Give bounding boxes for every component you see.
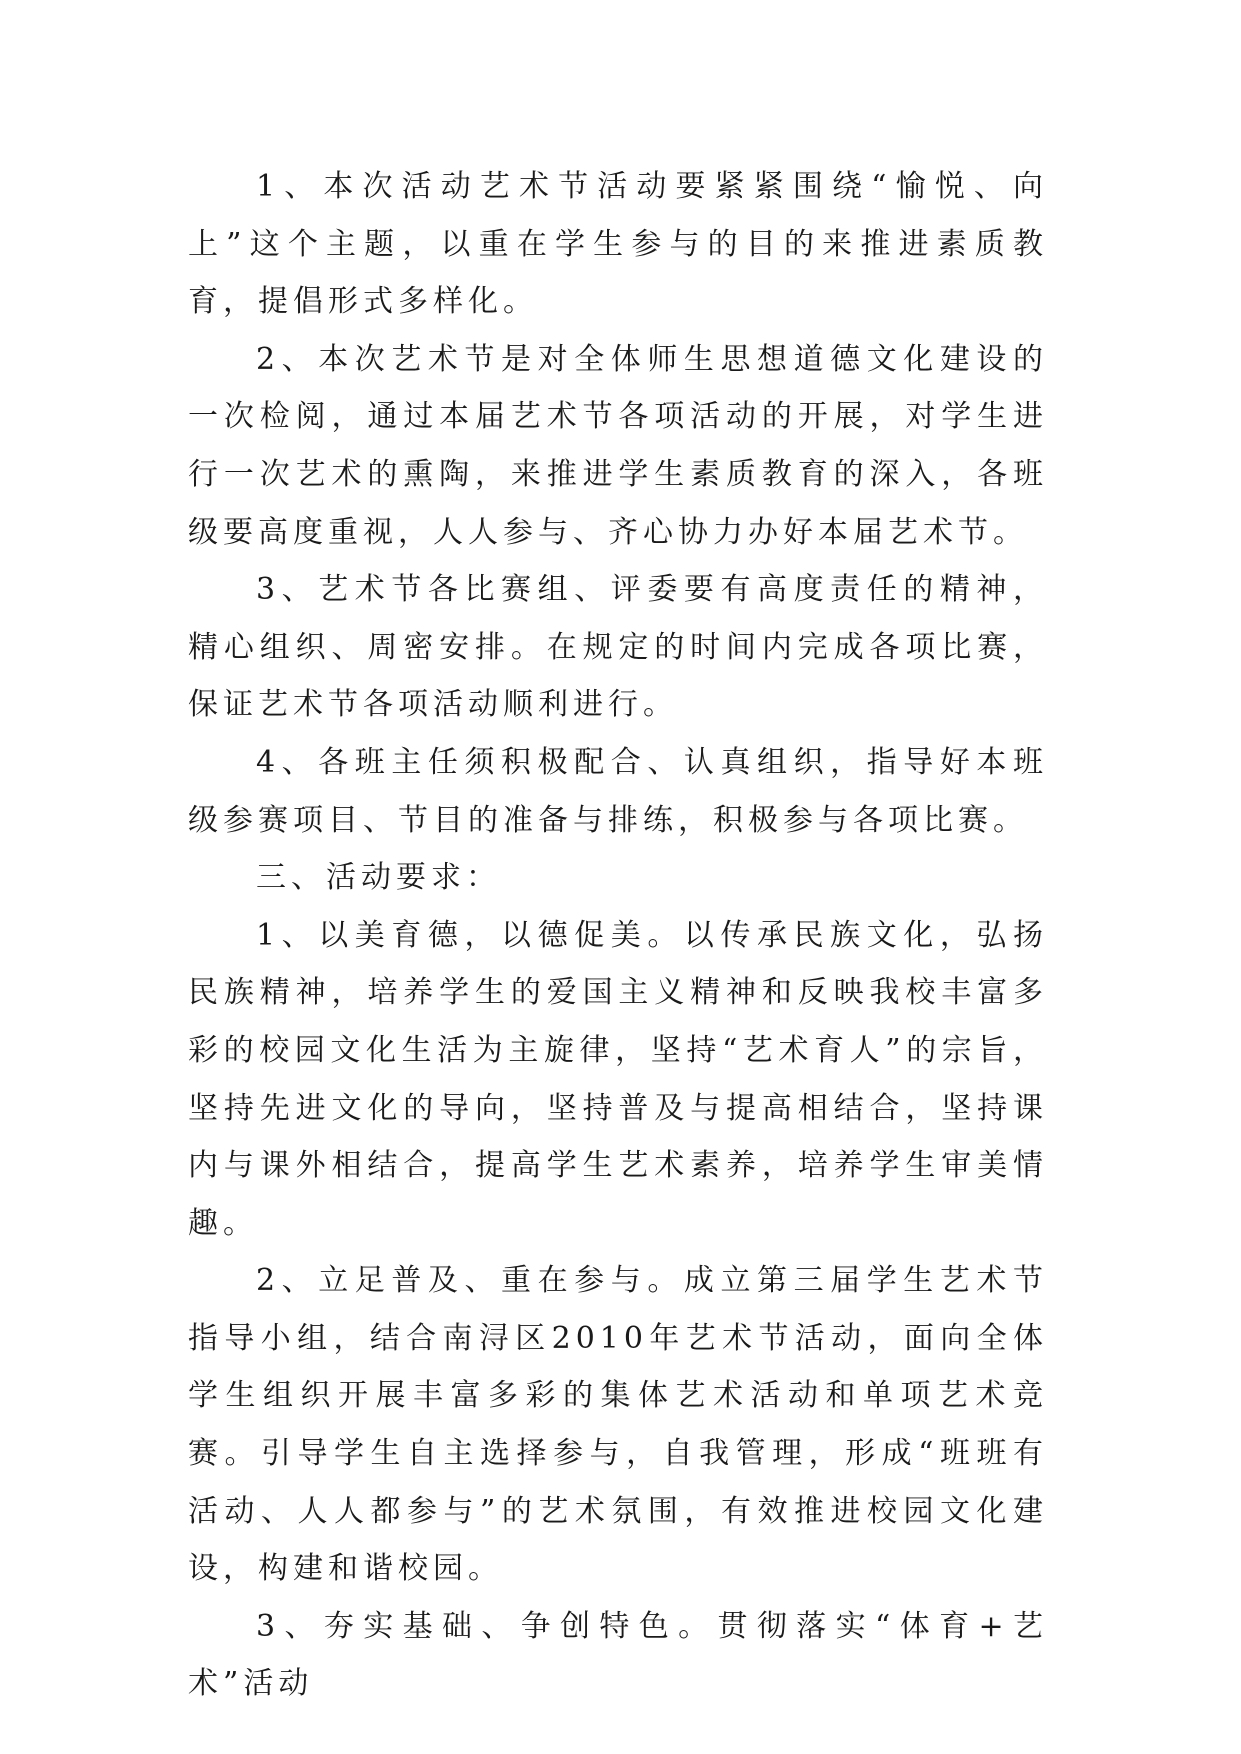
paragraph-1: 1、本次活动艺术节活动要紧紧围绕“愉悦、向上”这个主题，以重在学生参与的目的来推进素质教育，提倡形式多样化。 [188, 169, 1048, 320]
paragraph-2: 2、本次艺术节是对全体师生思想道德文化建设的一次检阅，通过本届艺术节各项活动的开展，对学生进行一次艺术的熏陶，来推进学生素质教育的深入，各班级要高度重视，人人参与、齐心协力办好本届艺术节。 [188, 341, 1048, 550]
paragraph-3: 3、艺术节各比赛组、评委要有高度责任的精神，精心组织、周密安排。在规定的时间内完成各项比赛，保证艺术节各项活动顺利进行。 [188, 572, 1048, 723]
paragraph-6: 2、立足普及、重在参与。成立第三届学生艺术节指导小组，结合南浔区2010年艺术节活动，面向全体学生组织开展丰富多彩的集体艺术活动和单项艺术竞赛。引导学生自主选择参与，自我管理，形成“班班有活动、人人都参与”的艺术氛围，有效推进校园文化建设，构建和谐校园。 [188, 1263, 1048, 1587]
paragraph-4: 4、各班主任须积极配合、认真组织，指导好本班级参赛项目、节目的准备与排练，积极参与各项比赛。 [188, 744, 1048, 838]
paragraph-7: 3、夯实基础、争创特色。贯彻落实“体育+艺术”活动 [188, 1608, 1048, 1702]
document-body [188, 158, 1048, 1713]
section-heading: 三、活动要求： [256, 860, 501, 896]
paragraph-5: 1、以美育德，以德促美。以传承民族文化，弘扬民族精神，培养学生的爱国主义精神和反映我校丰富多彩的校园文化生活为主旋律，坚持“艺术育人”的宗旨，坚持先进文化的导向，坚持普及与提高相结合，坚持课内与课外相结合，提高学生艺术素养，培养学生审美情趣。 [188, 917, 1048, 1241]
